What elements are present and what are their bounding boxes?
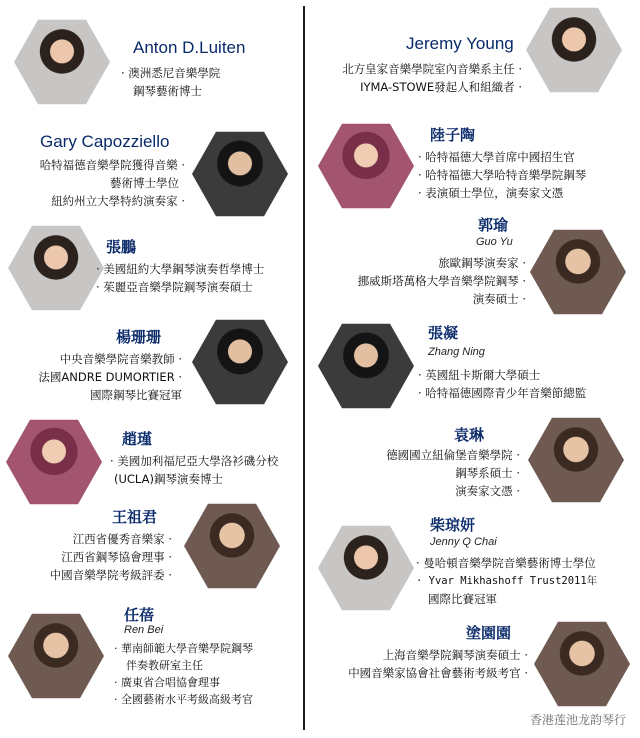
portrait-tu-yuanyuan: [534, 620, 630, 708]
bio-chai-qiongyan: · 曼哈頓音樂學院音樂藝術博士學位 · Yvar Mikhashoff Trust2011年 國際比賽冠軍: [416, 556, 598, 606]
name-wang-zujun: 王祖君: [112, 508, 158, 526]
portrait-yang-shanshan: [192, 318, 288, 406]
name-tu-yuanyuan: 塗園園: [466, 624, 512, 642]
name-chai-qiongyan-english: Jenny Q Chai: [430, 536, 497, 548]
name-jeremy-young: Jeremy Young: [406, 34, 514, 53]
name-anton-luiten: Anton D.Luiten: [133, 38, 246, 57]
name-yuan-lin: 袁琳: [454, 426, 485, 444]
name-yang-shanshan: 楊珊珊: [116, 328, 162, 346]
name-guo-yu-english: Guo Yu: [476, 236, 513, 248]
portrait-zhang-ning: [318, 322, 414, 410]
bio-tu-yuanyuan: 上海音樂學院鋼琴演奏碩士 · 中國音樂家協會社會藝術考級考官 ·: [348, 648, 528, 680]
name-ren-bei-english: Ren Bei: [124, 624, 164, 636]
name-zhang-ning-english: Zhang Ning: [428, 346, 485, 358]
bio-zhang-ning: · 英國紐卡斯爾大學碩士 · 哈特福德國際青少年音樂節總監: [418, 368, 587, 400]
portrait-guo-yu: [530, 228, 626, 316]
bio-zhang-peng: · 美國紐約大學鋼琴演奏哲學博士 · 茱麗亞音樂學院鋼琴演奏碩士: [96, 262, 265, 294]
portrait-zhang-peng: [8, 224, 104, 312]
bio-gary-capozziello: 哈特福德音樂學院獲得音樂 · 藝術博士學位 紐約州立大學特約演奏家 ·: [39, 158, 185, 208]
portrait-zhao-jin: [6, 418, 102, 506]
bio-wang-zujun: 江西省優秀音樂家 · 江西省鋼琴協會理事 · 中國音樂學院考級評委 ·: [49, 532, 172, 582]
portrait-lu-zitao: [318, 122, 414, 210]
bio-yuan-lin: 德國國立紐倫堡音樂學院 · 鋼琴系碩士 · 演奏家文憑 ·: [386, 448, 520, 498]
name-ren-bei: 任蓓: [124, 606, 155, 624]
bio-ren-bei: · 華南師範大學音樂學院鋼琴 伴奏教研室主任 · 廣東省合唱協會理事 · 全國藝術水平考級高級考官: [114, 642, 253, 706]
bio-anton-luiten: · 澳洲悉尼音樂學院 鋼琴藝術博士: [121, 66, 221, 98]
portrait-wang-zujun: [184, 502, 280, 590]
watermark: 香港莲池龙韵琴行: [529, 713, 626, 727]
name-lu-zitao: 陸子陶: [430, 126, 476, 144]
center-divider: [303, 6, 305, 730]
bio-jeremy-young: 北方皇家音樂學院室內音樂系主任 · IYMA-STOWE發起人和組織者 ·: [342, 62, 522, 94]
name-zhang-ning: 張凝: [428, 324, 459, 342]
bio-lu-zitao: · 哈特福德大學首席中國招生官 · 哈特福德大學哈特音樂學院鋼琴 · 表演碩士學位，演奏家文憑: [418, 150, 587, 200]
portrait-ren-bei: [8, 612, 104, 700]
portrait-jeremy-young: [526, 6, 622, 94]
name-chai-qiongyan: 柴琼妍: [430, 516, 476, 534]
name-guo-yu: 郭瑜: [478, 216, 509, 234]
portrait-yuan-lin: [528, 416, 624, 504]
portrait-anton-luiten: [14, 18, 110, 106]
name-zhao-jin: 趙瑾: [122, 430, 153, 448]
bio-zhao-jin: · 美國加利福尼亞大學洛衫磯分校 (UCLA)鋼琴演奏博士: [110, 454, 279, 486]
portrait-gary-capozziello: [192, 130, 288, 218]
portrait-chai-qiongyan: [318, 524, 414, 612]
name-zhang-peng: 張鵬: [106, 238, 137, 256]
bio-yang-shanshan: 中央音樂學院音樂教師 · 法國ANDRE DUMORTIER · 國際鋼琴比賽冠軍: [38, 352, 182, 402]
name-gary-capozziello: Gary Capozziello: [40, 132, 170, 151]
bio-guo-yu: 旅歐鋼琴演奏家 · 挪威斯塔萬格大學音樂學院鋼琴 · 演奏碩士 ·: [357, 256, 526, 306]
